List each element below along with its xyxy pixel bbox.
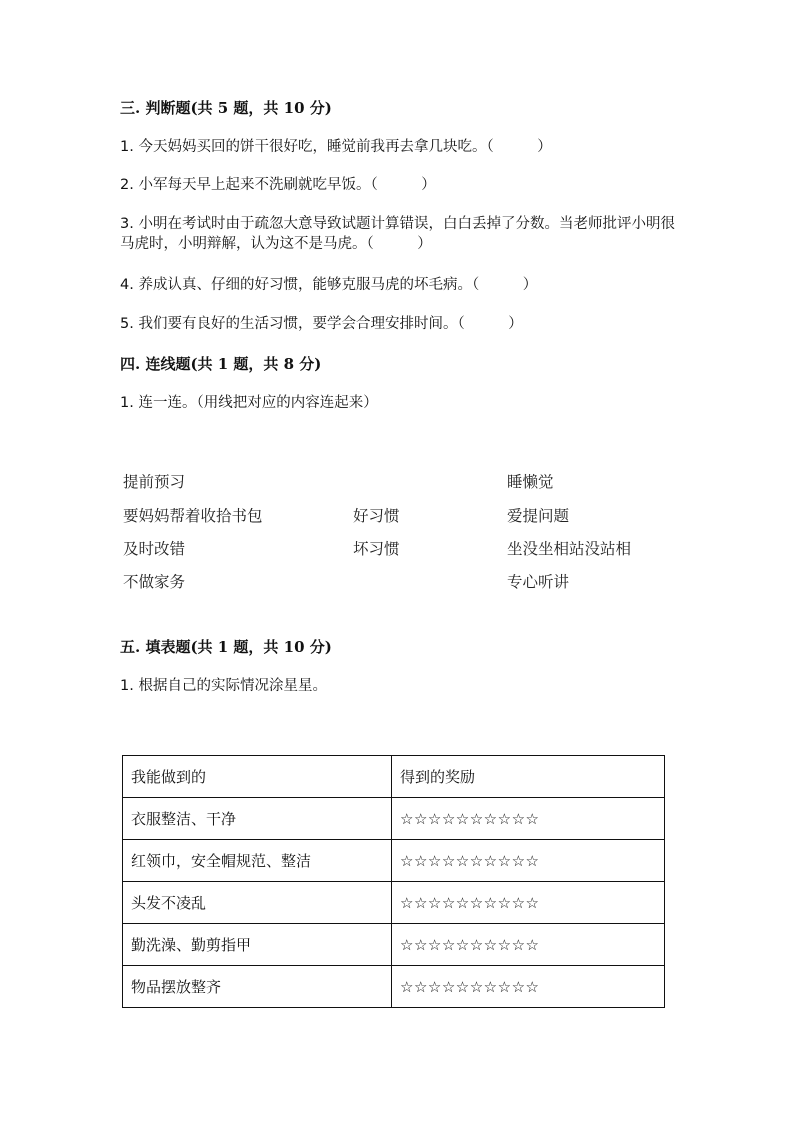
- matching-question: 1. 连一连。（用线把对应的内容连起来）: [120, 395, 378, 411]
- matching-right-item: 睡懒觉: [507, 473, 554, 491]
- stars-cell[interactable]: ☆☆☆☆☆☆☆☆☆☆: [392, 924, 665, 966]
- matching-middle-item: 坏习惯: [353, 540, 400, 558]
- matching-middle-item: 好习惯: [353, 507, 400, 525]
- behavior-cell: 物品摆放整齐: [123, 966, 392, 1008]
- table-question: 1. 根据自己的实际情况涂星星。: [120, 678, 327, 694]
- matching-left-item: 不做家务: [123, 573, 186, 591]
- table-header-cell: 得到的奖励: [392, 756, 665, 798]
- matching-left-item: 提前预习: [123, 473, 186, 491]
- matching-right-item: 专心听讲: [507, 573, 570, 591]
- table-row: [123, 882, 665, 924]
- judge-question-2: 2. 小军每天早上起来不洗刷就吃早饭。（ ）: [120, 177, 436, 193]
- behavior-cell: 头发不凌乱: [123, 882, 392, 924]
- matching-right-item: 坐没坐相站没站相: [507, 540, 632, 558]
- matching-right-item: 爱提问题: [507, 507, 570, 525]
- stars-cell[interactable]: ☆☆☆☆☆☆☆☆☆☆: [392, 882, 665, 924]
- table-header-row: [123, 756, 665, 798]
- behavior-cell: 衣服整洁、干净: [123, 798, 392, 840]
- judge-question-3: 3. 小明在考试时由于疏忽大意导致试题计算错误，白白丢掉了分数。当老师批评小明很马虎时，小明辩解，认为这不是马虎。（ ）: [120, 216, 675, 252]
- section-5-title: 五. 填表题(共 1 题，共 10 分): [120, 638, 332, 656]
- stars-cell[interactable]: ☆☆☆☆☆☆☆☆☆☆: [392, 966, 665, 1008]
- table-header-cell: 我能做到的: [123, 756, 392, 798]
- reward-table: [122, 755, 665, 1008]
- stars-cell[interactable]: ☆☆☆☆☆☆☆☆☆☆: [392, 840, 665, 882]
- table-row: [123, 924, 665, 966]
- judge-question-1: 1. 今天妈妈买回的饼干很好吃，睡觉前我再去拿几块吃。（ ）: [120, 139, 552, 155]
- matching-left-item: 要妈妈帮着收拾书包: [123, 507, 263, 525]
- section-3-title: 三. 判断题(共 5 题，共 10 分): [120, 99, 332, 117]
- judge-question-5: 5. 我们要有良好的生活习惯，要学会合理安排时间。（ ）: [120, 316, 523, 332]
- table-row: [123, 798, 665, 840]
- behavior-cell: 红领巾，安全帽规范、整洁: [123, 840, 392, 882]
- stars-cell[interactable]: ☆☆☆☆☆☆☆☆☆☆: [392, 798, 665, 840]
- table-row: [123, 840, 665, 882]
- table-row: [123, 966, 665, 1008]
- behavior-cell: 勤洗澡、勤剪指甲: [123, 924, 392, 966]
- judge-question-4: 4. 养成认真、仔细的好习惯，能够克服马虎的坏毛病。（ ）: [120, 277, 538, 293]
- section-4-title: 四. 连线题(共 1 题，共 8 分): [120, 355, 322, 373]
- matching-left-item: 及时改错: [123, 540, 186, 558]
